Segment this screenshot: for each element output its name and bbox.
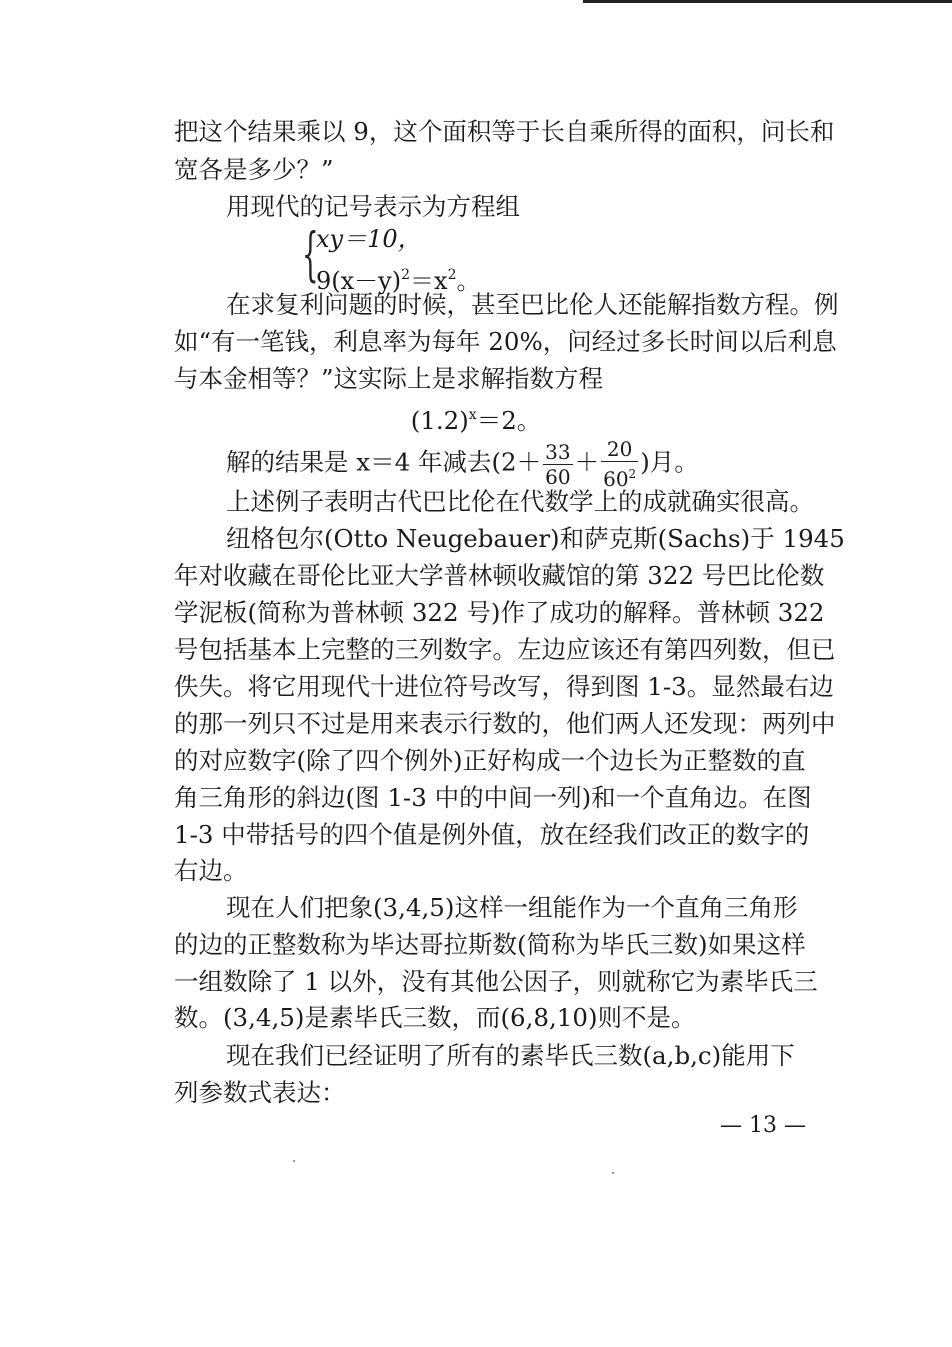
text-line: 如“有一笔钱，利息率为每年 20%，问经过多长时间以后利息 xyxy=(174,327,837,356)
text-line: 右边。 xyxy=(174,856,248,885)
text-line: 上述例子表明古代巴比伦在代数学上的成就确实很高。 xyxy=(226,487,814,516)
text-line: 年对收藏在哥伦比亚大学普林顿收藏馆的第 322 号巴比伦数 xyxy=(174,561,825,590)
text-line: 一组数除了 1 以外，没有其他公因子，则就称它为素毕氏三 xyxy=(174,967,818,996)
text-line: 号包括基本上完整的三列数字。左边应该还有第四列数，但已 xyxy=(174,635,836,664)
fraction: $\frac{33}{60}$ xyxy=(545,439,571,489)
text-line: 角三角形的斜边(图 1-3 中的中间一列)和一个直角边。在图 xyxy=(174,783,812,812)
fraction: $\frac{20}{60^2}$ xyxy=(603,437,637,491)
text-line: 学泥板(简称为普林顿 322 号)作了成功的解释。普林顿 322 xyxy=(174,598,825,627)
text-line: 1-3 中带括号的四个值是例外值，放在经我们改正的数字的 xyxy=(174,820,810,849)
text-line: 把这个结果乘以 9，这个面积等于长自乘所得的面积，问长和 xyxy=(174,117,835,146)
text-line: 的那一列只不过是用来表示行数的，他们两人还发现：两列中 xyxy=(174,709,836,738)
equation-line: $(1.2)^x=2$。 xyxy=(410,406,542,435)
text-line: 现在我们已经证明了所有的素毕氏三数(a,b,c)能用下 xyxy=(226,1041,795,1070)
text-line: 佚失。将它用现代十进位符号改写，得到图 1-3。显然最右边 xyxy=(174,672,834,701)
text-line: 用现代的记号表示为方程组 xyxy=(226,192,520,221)
text-line: 现在人们把象(3,4,5)这样一组能作为一个直角三角形 xyxy=(226,893,798,922)
scan-speck xyxy=(612,1172,614,1174)
text-line: 在求复利问题的时候，甚至巴比伦人还能解指数方程。例 xyxy=(226,290,839,319)
equation-line: xy＝10， xyxy=(316,225,422,253)
equation-line: $9(x-y)^2=x^2$。 xyxy=(316,267,481,295)
top-rule xyxy=(583,0,952,3)
scan-speck xyxy=(293,1160,295,1162)
equation-brace: { xyxy=(302,220,319,288)
text-line: 宽各是多少？” xyxy=(174,155,334,184)
text-line: 数。(3,4,5)是素毕氏三数，而(6,8,10)则不是。 xyxy=(174,1003,696,1032)
text-line: 的对应数字(除了四个例外)正好构成一个边长为正整数的直 xyxy=(174,746,806,775)
text-line: 纽格包尔(Otto Neugebauer)和萨克斯(Sachs)于 1945 xyxy=(226,524,845,553)
text-line: 与本金相等？”这实际上是求解指数方程 xyxy=(174,364,604,393)
page-number: — 13 — xyxy=(720,1113,806,1138)
text-line: 解的结果是 x＝4 年减去(2＋ $\frac{33}{60}$ ＋ $\frac{20}{60^2}$ )月。 xyxy=(226,437,699,491)
text-line: 列参数式表达： xyxy=(174,1078,346,1107)
text-line: 的边的正整数称为毕达哥拉斯数(简称为毕氏三数)如果这样 xyxy=(174,930,806,959)
